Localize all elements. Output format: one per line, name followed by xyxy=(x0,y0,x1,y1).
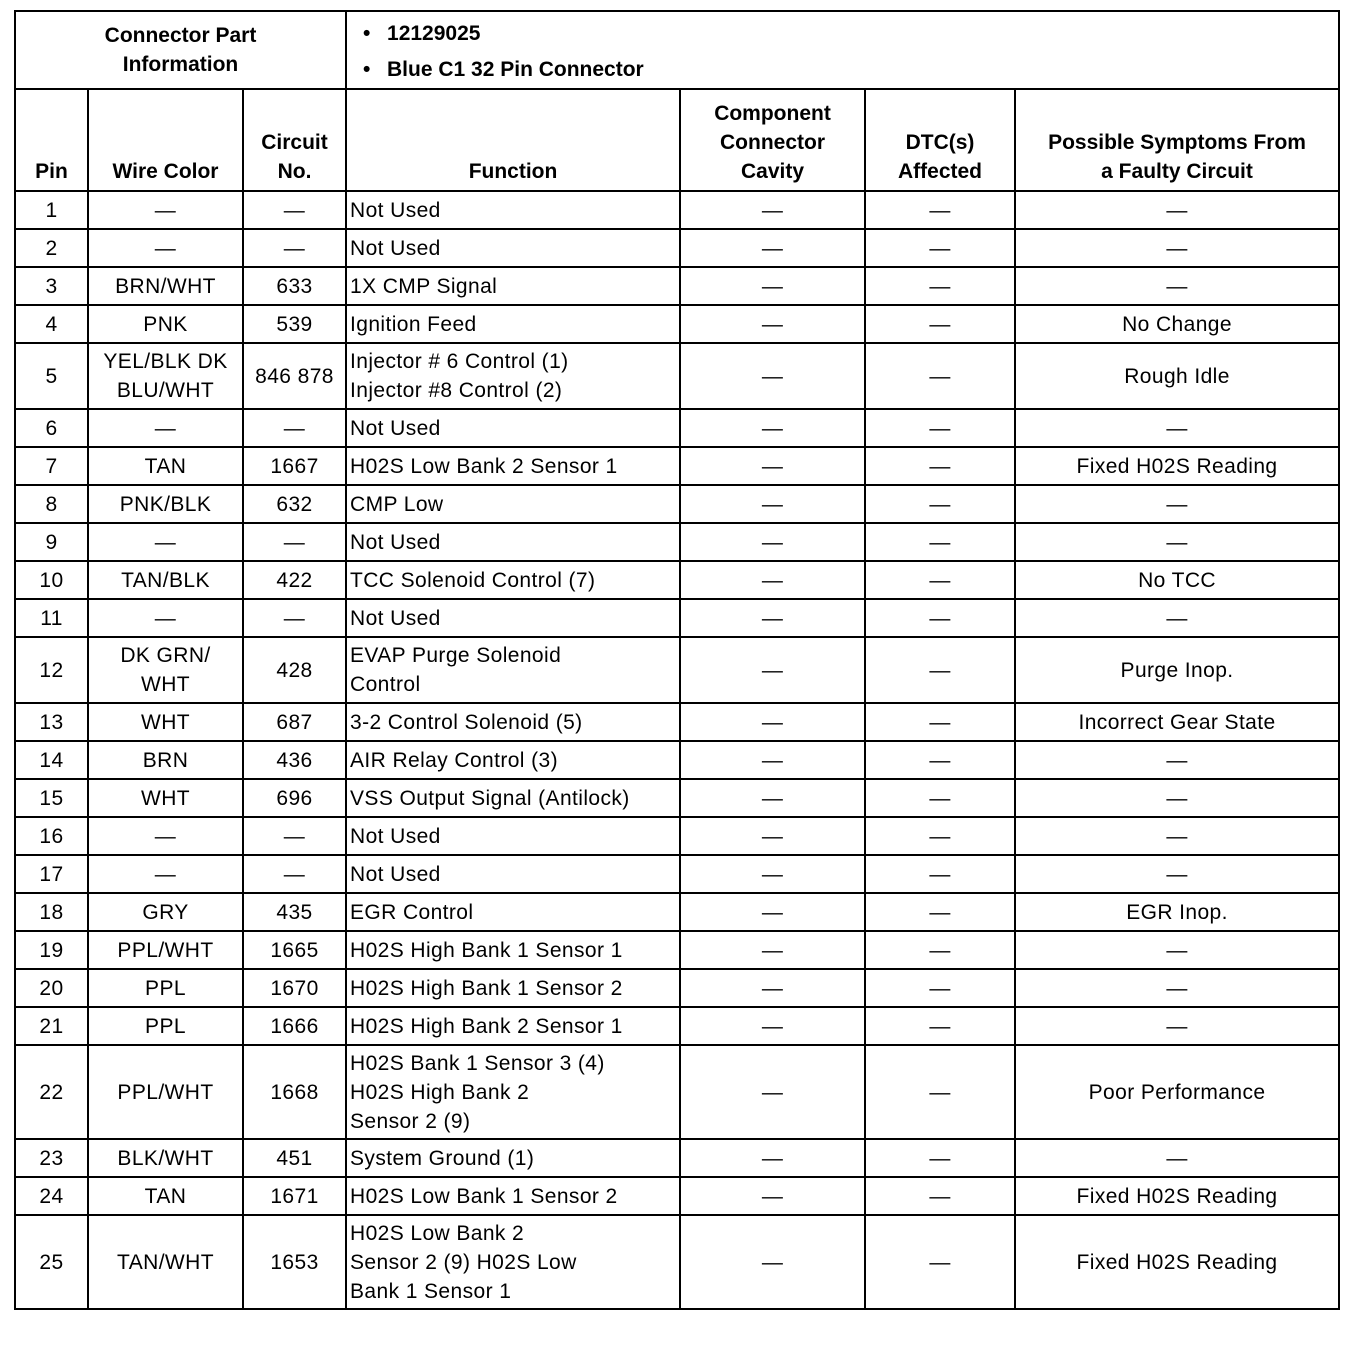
table-row xyxy=(15,229,1339,267)
connector-info-label xyxy=(15,11,346,89)
table-row xyxy=(15,741,1339,779)
circuit-no-cell: 435 xyxy=(243,893,346,931)
cavity-cell: — xyxy=(680,305,865,343)
pin-cell: 21 xyxy=(15,1007,88,1045)
symptom-cell: No Change xyxy=(1015,305,1339,343)
circuit-no-cell: — xyxy=(243,855,346,893)
header-component-cavity: Component Connector Cavity xyxy=(680,89,865,191)
wire-color-cell: TAN xyxy=(88,1177,243,1215)
header-circuit-no: Circuit No. xyxy=(243,89,346,191)
function-cell: CMP Low xyxy=(346,485,680,523)
table-row xyxy=(15,1177,1339,1215)
header-dtc-affected: DTC(s) Affected xyxy=(865,89,1015,191)
table-row xyxy=(15,855,1339,893)
function-cell: Not Used xyxy=(346,191,680,229)
table-row xyxy=(15,1139,1339,1177)
function-cell: Not Used xyxy=(346,817,680,855)
dtc-cell: — xyxy=(865,1045,1015,1139)
wire-color-cell: PNK xyxy=(88,305,243,343)
function-cell: 3-2 Control Solenoid (5) xyxy=(346,703,680,741)
wire-color-cell: — xyxy=(88,817,243,855)
table-row xyxy=(15,931,1339,969)
table-row xyxy=(15,267,1339,305)
symptom-cell: — xyxy=(1015,599,1339,637)
circuit-no-cell: 687 xyxy=(243,703,346,741)
pin-cell: 2 xyxy=(15,229,88,267)
pin-cell: 1 xyxy=(15,191,88,229)
table-row xyxy=(15,561,1339,599)
circuit-no-cell: — xyxy=(243,817,346,855)
table-row xyxy=(15,1215,1339,1309)
table-row xyxy=(15,893,1339,931)
function-cell: 1X CMP Signal xyxy=(346,267,680,305)
dtc-cell: — xyxy=(865,637,1015,703)
cavity-cell: — xyxy=(680,267,865,305)
dtc-cell: — xyxy=(865,447,1015,485)
symptom-cell: — xyxy=(1015,523,1339,561)
connector-part-number: • 12129025 xyxy=(387,16,1334,52)
function-cell: TCC Solenoid Control (7) xyxy=(346,561,680,599)
wire-color-cell: BRN xyxy=(88,741,243,779)
dtc-cell: — xyxy=(865,191,1015,229)
dtc-cell: — xyxy=(865,855,1015,893)
dtc-cell: — xyxy=(865,817,1015,855)
wire-color-cell: PPL xyxy=(88,1007,243,1045)
symptom-cell: — xyxy=(1015,741,1339,779)
dtc-cell: — xyxy=(865,305,1015,343)
wire-color-cell: WHT xyxy=(88,779,243,817)
circuit-no-cell: — xyxy=(243,229,346,267)
wire-color-cell: — xyxy=(88,855,243,893)
function-cell: H02S Low Bank 2 Sensor 2 (9) H02S Low Bank 1 Sensor 1 xyxy=(346,1215,680,1309)
dtc-cell: — xyxy=(865,229,1015,267)
circuit-no-cell: 846 878 xyxy=(243,343,346,409)
cavity-cell: — xyxy=(680,931,865,969)
table-row xyxy=(15,305,1339,343)
function-cell: EVAP Purge Solenoid Control xyxy=(346,637,680,703)
pin-cell: 14 xyxy=(15,741,88,779)
function-cell: H02S Low Bank 2 Sensor 1 xyxy=(346,447,680,485)
dtc-cell: — xyxy=(865,969,1015,1007)
wire-color-cell: — xyxy=(88,523,243,561)
pin-cell: 7 xyxy=(15,447,88,485)
function-cell: Not Used xyxy=(346,409,680,447)
pin-cell: 6 xyxy=(15,409,88,447)
function-cell: Not Used xyxy=(346,229,680,267)
circuit-no-cell: — xyxy=(243,191,346,229)
wire-color-cell: — xyxy=(88,599,243,637)
symptom-cell: Incorrect Gear State xyxy=(1015,703,1339,741)
pin-cell: 11 xyxy=(15,599,88,637)
table-row xyxy=(15,447,1339,485)
circuit-no-cell: 1667 xyxy=(243,447,346,485)
table-row xyxy=(15,779,1339,817)
pin-cell: 25 xyxy=(15,1215,88,1309)
header-wire-color: Wire Color xyxy=(88,89,243,191)
cavity-cell: — xyxy=(680,447,865,485)
pin-cell: 19 xyxy=(15,931,88,969)
cavity-cell: — xyxy=(680,409,865,447)
circuit-no-cell: 451 xyxy=(243,1139,346,1177)
table-row xyxy=(15,343,1339,409)
wire-color-cell: TAN/BLK xyxy=(88,561,243,599)
circuit-no-cell: 633 xyxy=(243,267,346,305)
function-cell: VSS Output Signal (Antilock) xyxy=(346,779,680,817)
circuit-no-cell: 428 xyxy=(243,637,346,703)
symptom-cell: Purge Inop. xyxy=(1015,637,1339,703)
connector-info-list xyxy=(346,11,1339,89)
symptom-cell: — xyxy=(1015,1007,1339,1045)
table-row xyxy=(15,817,1339,855)
dtc-cell: — xyxy=(865,267,1015,305)
wire-color-cell: — xyxy=(88,409,243,447)
symptom-cell: — xyxy=(1015,229,1339,267)
cavity-cell: — xyxy=(680,229,865,267)
symptom-cell: — xyxy=(1015,817,1339,855)
circuit-no-cell: 436 xyxy=(243,741,346,779)
header-possible-symptoms: Possible Symptoms From a Faulty Circuit xyxy=(1015,89,1339,191)
function-cell: EGR Control xyxy=(346,893,680,931)
cavity-cell: — xyxy=(680,485,865,523)
dtc-cell: — xyxy=(865,523,1015,561)
pin-cell: 13 xyxy=(15,703,88,741)
circuit-no-cell: 1668 xyxy=(243,1045,346,1139)
dtc-cell: — xyxy=(865,561,1015,599)
wire-color-cell: YEL/BLK DK BLU/WHT xyxy=(88,343,243,409)
symptom-cell: — xyxy=(1015,485,1339,523)
cavity-cell: — xyxy=(680,523,865,561)
dtc-cell: — xyxy=(865,1215,1015,1309)
pin-cell: 12 xyxy=(15,637,88,703)
circuit-no-cell: 539 xyxy=(243,305,346,343)
symptom-cell: — xyxy=(1015,1139,1339,1177)
cavity-cell: — xyxy=(680,741,865,779)
pin-cell: 18 xyxy=(15,893,88,931)
pin-cell: 17 xyxy=(15,855,88,893)
table-row xyxy=(15,523,1339,561)
pin-cell: 24 xyxy=(15,1177,88,1215)
function-cell: Not Used xyxy=(346,599,680,637)
wire-color-cell: BRN/WHT xyxy=(88,267,243,305)
header-function: Function xyxy=(346,89,680,191)
cavity-cell: — xyxy=(680,1007,865,1045)
symptom-cell: — xyxy=(1015,931,1339,969)
pin-cell: 23 xyxy=(15,1139,88,1177)
symptom-cell: — xyxy=(1015,969,1339,1007)
function-cell: Ignition Feed xyxy=(346,305,680,343)
pin-cell: 8 xyxy=(15,485,88,523)
symptom-cell: EGR Inop. xyxy=(1015,893,1339,931)
pin-cell: 15 xyxy=(15,779,88,817)
pin-rows xyxy=(15,191,1339,1309)
circuit-no-cell: 1653 xyxy=(243,1215,346,1309)
symptom-cell: Fixed H02S Reading xyxy=(1015,447,1339,485)
symptom-cell: Poor Performance xyxy=(1015,1045,1339,1139)
symptom-cell: — xyxy=(1015,409,1339,447)
circuit-no-cell: 632 xyxy=(243,485,346,523)
function-cell: H02S Bank 1 Sensor 3 (4) H02S High Bank 2 Sensor 2 (9) xyxy=(346,1045,680,1139)
function-cell: Injector # 6 Control (1) Injector #8 Control (2) xyxy=(346,343,680,409)
function-cell: H02S High Bank 1 Sensor 1 xyxy=(346,931,680,969)
dtc-cell: — xyxy=(865,893,1015,931)
dtc-cell: — xyxy=(865,931,1015,969)
symptom-cell: Fixed H02S Reading xyxy=(1015,1215,1339,1309)
wire-color-cell: — xyxy=(88,229,243,267)
cavity-cell: — xyxy=(680,817,865,855)
table-row xyxy=(15,1045,1339,1139)
pin-cell: 16 xyxy=(15,817,88,855)
cavity-cell: — xyxy=(680,1215,865,1309)
function-cell: System Ground (1) xyxy=(346,1139,680,1177)
wire-color-cell: PPL/WHT xyxy=(88,931,243,969)
table-row xyxy=(15,191,1339,229)
dtc-cell: — xyxy=(865,409,1015,447)
wire-color-cell: WHT xyxy=(88,703,243,741)
cavity-cell: — xyxy=(680,637,865,703)
wire-color-cell: TAN/WHT xyxy=(88,1215,243,1309)
pin-cell: 10 xyxy=(15,561,88,599)
cavity-cell: — xyxy=(680,855,865,893)
connector-info-label-text: Connector Part Information xyxy=(104,24,257,76)
wire-color-cell: — xyxy=(88,191,243,229)
symptom-cell: — xyxy=(1015,267,1339,305)
wire-color-cell: PPL/WHT xyxy=(88,1045,243,1139)
pin-cell: 4 xyxy=(15,305,88,343)
function-cell: Not Used xyxy=(346,855,680,893)
symptom-cell: — xyxy=(1015,855,1339,893)
table-row xyxy=(15,485,1339,523)
cavity-cell: — xyxy=(680,1177,865,1215)
cavity-cell: — xyxy=(680,1045,865,1139)
function-cell: H02S High Bank 1 Sensor 2 xyxy=(346,969,680,1007)
pin-cell: 3 xyxy=(15,267,88,305)
function-cell: H02S Low Bank 1 Sensor 2 xyxy=(346,1177,680,1215)
pin-cell: 5 xyxy=(15,343,88,409)
dtc-cell: — xyxy=(865,1007,1015,1045)
circuit-no-cell: 422 xyxy=(243,561,346,599)
cavity-cell: — xyxy=(680,779,865,817)
connector-description: • Blue C1 32 Pin Connector xyxy=(387,52,1334,88)
function-cell: H02S High Bank 2 Sensor 1 xyxy=(346,1007,680,1045)
wire-color-cell: BLK/WHT xyxy=(88,1139,243,1177)
cavity-cell: — xyxy=(680,893,865,931)
circuit-no-cell: 696 xyxy=(243,779,346,817)
dtc-cell: — xyxy=(865,1139,1015,1177)
table-row xyxy=(15,599,1339,637)
header-pin: Pin xyxy=(15,89,88,191)
wire-color-cell: DK GRN/ WHT xyxy=(88,637,243,703)
wire-color-cell: PNK/BLK xyxy=(88,485,243,523)
circuit-no-cell: — xyxy=(243,599,346,637)
cavity-cell: — xyxy=(680,191,865,229)
dtc-cell: — xyxy=(865,343,1015,409)
function-cell: AIR Relay Control (3) xyxy=(346,741,680,779)
cavity-cell: — xyxy=(680,969,865,1007)
table-row xyxy=(15,637,1339,703)
circuit-no-cell: 1671 xyxy=(243,1177,346,1215)
table-row xyxy=(15,969,1339,1007)
dtc-cell: — xyxy=(865,1177,1015,1215)
circuit-no-cell: — xyxy=(243,523,346,561)
cavity-cell: — xyxy=(680,343,865,409)
connector-table-document xyxy=(14,10,1338,1310)
table-row xyxy=(15,1007,1339,1045)
cavity-cell: — xyxy=(680,561,865,599)
dtc-cell: — xyxy=(865,779,1015,817)
circuit-no-cell: 1665 xyxy=(243,931,346,969)
dtc-cell: — xyxy=(865,703,1015,741)
cavity-cell: — xyxy=(680,703,865,741)
circuit-no-cell: 1666 xyxy=(243,1007,346,1045)
pin-cell: 22 xyxy=(15,1045,88,1139)
function-cell: Not Used xyxy=(346,523,680,561)
dtc-cell: — xyxy=(865,741,1015,779)
wire-color-cell: GRY xyxy=(88,893,243,931)
table-row xyxy=(15,703,1339,741)
wire-color-cell: TAN xyxy=(88,447,243,485)
dtc-cell: — xyxy=(865,599,1015,637)
connector-pinout-table xyxy=(14,10,1340,1310)
symptom-cell: — xyxy=(1015,779,1339,817)
circuit-no-cell: — xyxy=(243,409,346,447)
cavity-cell: — xyxy=(680,1139,865,1177)
cavity-cell: — xyxy=(680,599,865,637)
table-row xyxy=(15,409,1339,447)
connector-info-row xyxy=(15,11,1339,89)
circuit-no-cell: 1670 xyxy=(243,969,346,1007)
symptom-cell: Fixed H02S Reading xyxy=(1015,1177,1339,1215)
symptom-cell: — xyxy=(1015,191,1339,229)
pin-cell: 20 xyxy=(15,969,88,1007)
symptom-cell: Rough Idle xyxy=(1015,343,1339,409)
dtc-cell: — xyxy=(865,485,1015,523)
wire-color-cell: PPL xyxy=(88,969,243,1007)
symptom-cell: No TCC xyxy=(1015,561,1339,599)
column-header-row xyxy=(15,89,1339,191)
pin-cell: 9 xyxy=(15,523,88,561)
